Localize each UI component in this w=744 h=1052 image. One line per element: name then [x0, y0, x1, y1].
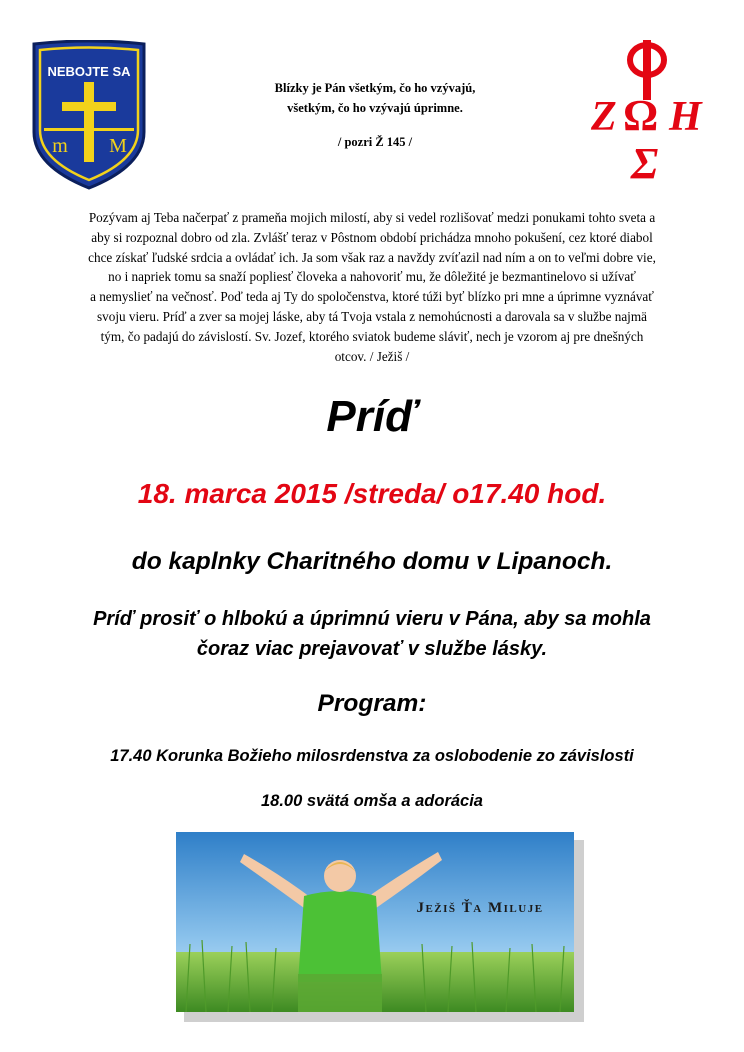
invitation-line-1: Príď prosiť o hlbokú a úprimnú vieru v Pána, aby sa mohla	[93, 608, 651, 630]
shield-letter-left: m	[52, 135, 68, 157]
bible-quote	[230, 78, 520, 118]
intro-line: chce získať ľudské srdcia a ovládať ich. Ja som však raz a navždy zvíťazil nad ním a on to veľmi dobre vie,	[88, 249, 656, 265]
quote-line-1: Blízky je Pán všetkým, čo ho vzývajú,	[274, 81, 476, 95]
svg-text:Σ: Σ	[631, 139, 659, 182]
photo-illustration	[176, 832, 574, 1012]
intro-line: svoju vieru. Príď a zver sa mojej láske, aby tá Tvoja vstala z nemohúcnosti a darovala sa v službe najmä	[97, 308, 647, 324]
event-place: do kaplnky Charitného domu v Lipanoch.	[131, 548, 613, 575]
event-date: 18. marca 2015 /streda/ o17.40 hod.	[137, 478, 607, 509]
phos-zoe-monogram-logo	[585, 40, 707, 182]
shield-letter-right: M	[109, 135, 127, 157]
intro-line: tým, čo padajú do závislostí. Sv. Jozef, ktorého sviatok budeme sláviť, nech je vzorom aj pre dnešných	[100, 328, 644, 344]
intro-paragraph	[44, 208, 700, 366]
headline: Príď	[326, 392, 418, 441]
invitation-line-2: čoraz viac prejavovať v službe lásky.	[196, 638, 548, 660]
intro-line: otcov. / Ježiš /	[334, 348, 410, 364]
svg-text:H: H	[669, 94, 702, 140]
quote-line-2: všetkým, čo ho vzývajú úprimne.	[287, 101, 463, 115]
quote-reference: / pozri Ž 145 /	[337, 135, 413, 149]
intro-line: a nemyslieť na večnosť. Poď teda aj Ty do spoločenstva, ktoré túži byť blízko pri mne a úprimne vyznávať	[90, 289, 654, 305]
child-in-meadow-photo	[176, 832, 584, 1022]
program-item: 17.40 Korunka Božieho milosrdenstva za oslobodenie zo závislosti	[110, 747, 634, 765]
invitation-text	[40, 604, 704, 664]
nebojte-sa-shield-logo	[30, 40, 148, 192]
intro-line: Pozývam aj Teba načerpať z prameňa mojich milostí, aby si vedel rozlišovať medzi ponukami tohto sveta a	[88, 210, 656, 225]
intro-line: no i napriek tomu sa snaží popliesť človeka a nahovoriť mu, že dôležité je bezmantinelovo si užívať	[108, 269, 636, 285]
program-item: 18.00 svätá omša a adorácia	[261, 792, 483, 810]
program-title: Program:	[317, 690, 427, 717]
photo-caption: Ježiš Ťa Miluje	[416, 900, 544, 916]
shield-title: NEBOJTE SA	[47, 64, 131, 79]
svg-text:Ω: Ω	[623, 91, 659, 140]
intro-line: aby si rozpoznal dobro od zla. Zvlášť teraz v Pôstnom období prichádza mnoho pokušení, cez ktoré diabol	[91, 229, 653, 245]
svg-text:Z: Z	[591, 94, 617, 140]
